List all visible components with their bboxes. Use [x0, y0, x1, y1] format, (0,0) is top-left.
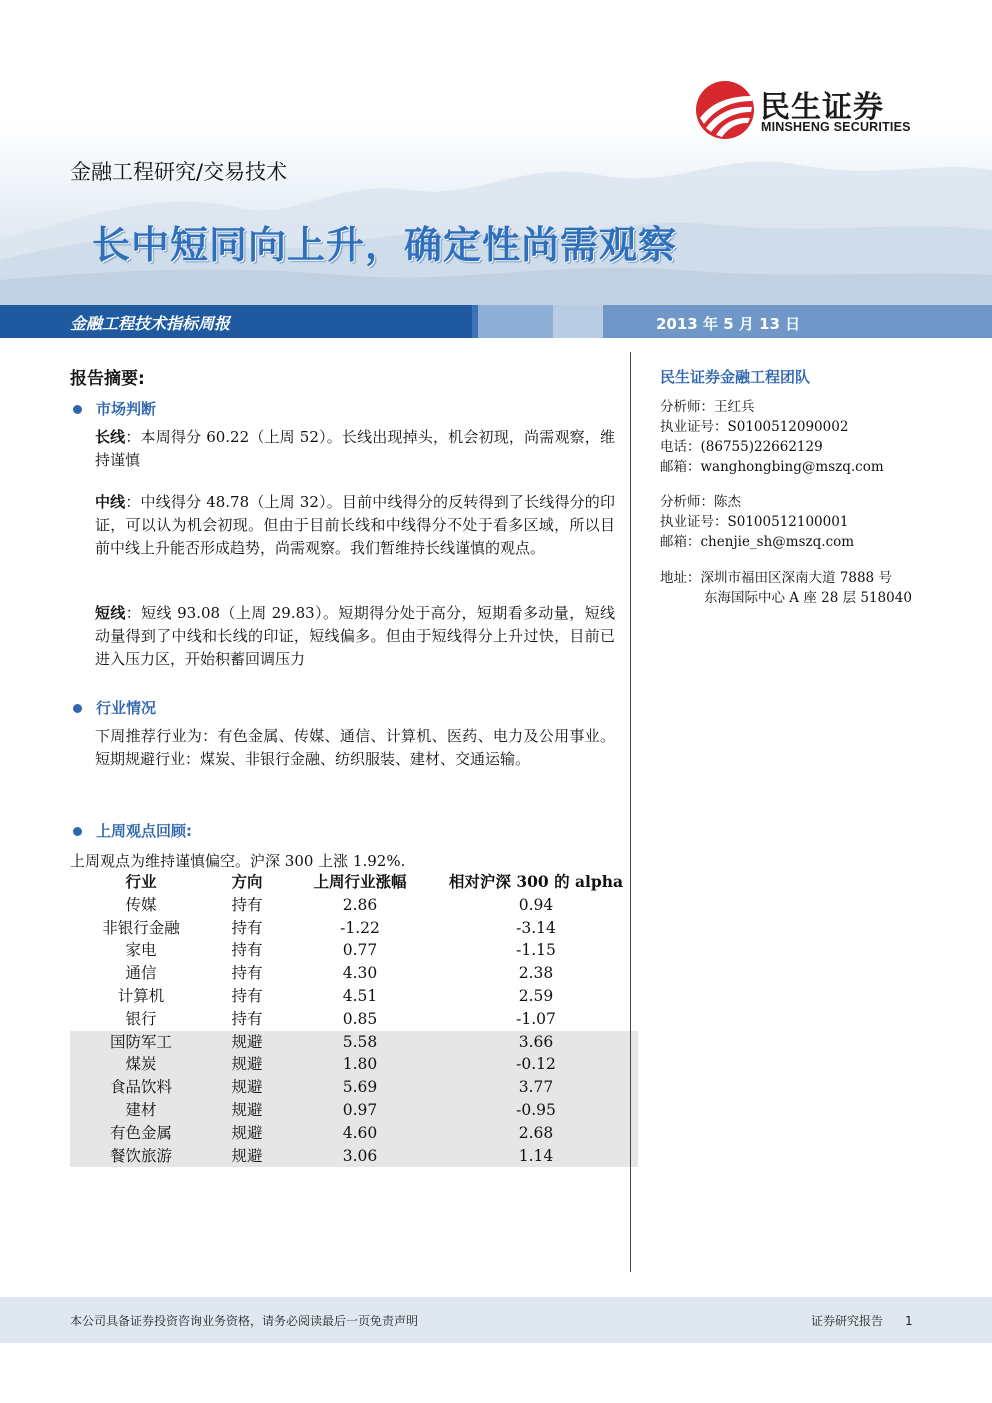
cell-direction: 持有: [231, 895, 263, 914]
cell-direction: 规避: [231, 1146, 263, 1165]
cell-industry: 银行: [125, 1009, 157, 1028]
short-term-paragraph: [95, 602, 615, 671]
bullet-icon: [73, 827, 82, 836]
mid-term-paragraph: [95, 491, 615, 560]
cell-change: 4.60: [342, 1123, 378, 1142]
cell-change: 0.77: [342, 941, 378, 960]
table-row: [70, 1053, 638, 1076]
table-header-row: [70, 871, 638, 894]
cell-change: 2.86: [342, 895, 378, 914]
team-name: 民生证券金融工程团队: [660, 368, 811, 386]
column-divider: [630, 352, 631, 1272]
logo-name-en: MINSHENG SECURITIES: [761, 120, 911, 134]
band-stripe: [553, 305, 603, 338]
analyst-1-license: 执业证号：S0100512090002: [660, 419, 849, 435]
cell-alpha: -1.15: [516, 941, 556, 960]
mountain-backdrop: [0, 120, 992, 305]
cell-alpha: -3.14: [516, 918, 556, 937]
cell-change: 5.58: [342, 1032, 378, 1051]
col-header-alpha: 相对沪深 300 的 alpha: [448, 872, 624, 891]
cell-direction: 持有: [231, 964, 263, 983]
cell-alpha: 2.59: [518, 986, 554, 1005]
report-category: 金融工程研究/交易技术: [70, 160, 288, 184]
cell-change: 4.51: [342, 986, 378, 1005]
cell-industry: 计算机: [117, 986, 165, 1005]
cell-direction: 持有: [231, 918, 263, 937]
cell-industry: 有色金属: [109, 1123, 172, 1142]
band-stripe: [478, 305, 553, 338]
analyst-2-block: [660, 492, 854, 552]
table-row: [70, 985, 638, 1008]
cell-direction: 持有: [231, 986, 263, 1005]
footer-right: [811, 1312, 913, 1329]
title-band: [0, 305, 992, 338]
cell-industry: 国防军工: [109, 1032, 172, 1051]
table-row: [70, 1031, 638, 1054]
logo-emblem-icon: [694, 80, 756, 140]
mid-text: ：中线得分 48.78（上周 32）。目前中线得分的反转得到了长线得分的印证，可以认为机会初现。但由于目前长线和中线得分不处于看多区域，所以目前中线上升能否形成趋势，尚需观察。我们暂维持长线谨慎的观点。: [95, 493, 615, 557]
industry-table: [70, 871, 638, 1167]
cell-direction: 持有: [231, 1009, 263, 1028]
analyst-2-license: 执业证号：S0100512100001: [660, 514, 849, 530]
long-term-paragraph: [95, 426, 615, 472]
cell-direction: 规避: [231, 1123, 263, 1142]
cell-change: 1.80: [342, 1055, 378, 1074]
cell-alpha: 2.68: [518, 1123, 554, 1142]
report-date: 2013 年 5 月 13 日: [656, 315, 801, 333]
cell-change: -1.22: [340, 918, 380, 937]
analyst-1-block: [660, 397, 884, 477]
address-block: [660, 568, 912, 608]
cell-industry: 通信: [125, 964, 157, 983]
section-title: 上周观点回顾:: [96, 822, 192, 840]
table-row: [70, 1145, 638, 1168]
cell-alpha: -1.07: [516, 1009, 556, 1028]
cell-direction: 规避: [231, 1055, 263, 1074]
analyst-2-name: 分析师：陈杰: [660, 494, 741, 510]
analyst-2-email[interactable]: 邮箱：chenjie_sh@mszq.com: [660, 534, 855, 550]
cell-change: 3.06: [342, 1146, 378, 1165]
cell-industry: 餐饮旅游: [109, 1146, 172, 1165]
cell-change: 0.97: [342, 1100, 378, 1119]
cell-industry: 传媒: [125, 895, 157, 914]
analyst-1-phone: 电话：(86755)22662129: [660, 439, 823, 455]
bullet-icon: [73, 704, 82, 713]
cell-industry: 煤炭: [125, 1055, 157, 1074]
cell-direction: 持有: [231, 941, 263, 960]
cell-alpha: 2.38: [518, 964, 554, 983]
page-number: 1: [905, 1314, 913, 1328]
table-row: [70, 962, 638, 985]
long-label: 长线: [95, 428, 126, 446]
report-series-title: 金融工程技术指标周报: [70, 314, 231, 333]
table-row: [70, 939, 638, 962]
table-row: [70, 1076, 638, 1099]
industry-paragraph: 下周推荐行业为：有色金属、传媒、通信、计算机、医药、电力及公用事业。短期规避行业：煤炭、非银行金融、纺织服装、建材、交通运输。: [95, 727, 615, 768]
footer-disclaimer: 本公司具备证券投资咨询业务资格，请务必阅读最后一页免责声明: [70, 1314, 419, 1328]
cell-change: 5.69: [342, 1078, 378, 1097]
cell-change: 4.30: [342, 964, 378, 983]
cell-industry: 家电: [125, 941, 157, 960]
address-line-2: 东海国际中心 A 座 28 层 518040: [704, 590, 912, 606]
company-logo: [694, 80, 919, 140]
analyst-1-name: 分析师：王红兵: [660, 399, 755, 415]
cell-alpha: 3.66: [518, 1032, 554, 1051]
table-row: [70, 894, 638, 917]
address-line-1: 地址：深圳市福田区深南大道 7888 号: [660, 570, 892, 586]
section-title: 市场判断: [96, 400, 157, 418]
footer-doc-type: 证券研究报告: [811, 1314, 884, 1328]
long-text: ：本周得分 60.22（上周 52）。长线出现掉头，机会初现，尚需观察，维持谨慎: [95, 428, 615, 469]
cell-industry: 建材: [125, 1100, 157, 1119]
mid-label: 中线: [95, 493, 126, 511]
col-header-industry: 行业: [125, 872, 157, 891]
table-row: [70, 1122, 638, 1145]
cell-alpha: -0.12: [516, 1055, 556, 1074]
summary-heading: 报告摘要:: [70, 369, 145, 389]
cell-direction: 规避: [231, 1100, 263, 1119]
analyst-1-email[interactable]: 邮箱：wanghongbing@mszq.com: [660, 459, 884, 475]
logo-name-cn: 民生证券: [760, 90, 884, 125]
cell-alpha: 0.94: [518, 895, 554, 914]
cell-direction: 规避: [231, 1078, 263, 1097]
report-headline: 长中短同向上升，确定性尚需观察: [92, 223, 678, 267]
review-summary-line: 上周观点为维持谨慎偏空。沪深 300 上涨 1.92%.: [70, 852, 406, 870]
table-row: [70, 917, 638, 940]
cell-industry: 非银行金融: [102, 918, 180, 937]
table-row: [70, 1008, 638, 1031]
col-header-change: 上周行业涨幅: [313, 872, 407, 891]
col-header-direction: 方向: [231, 872, 263, 891]
table-row: [70, 1099, 638, 1122]
cell-alpha: 1.14: [518, 1146, 554, 1165]
cell-industry: 食品饮料: [109, 1078, 172, 1097]
page-footer: [0, 1297, 992, 1343]
cell-alpha: -0.95: [516, 1100, 556, 1119]
bullet-icon: [73, 405, 82, 414]
short-text: ：短线 93.08（上周 29.83）。短期得分处于高分，短期看多动量，短线动量得到了中线和长线的印证，短线偏多。但由于短线得分上升过快，目前已进入压力区，开始积蓄回调压力: [95, 604, 615, 668]
section-title: 行业情况: [96, 699, 157, 717]
cell-direction: 规避: [231, 1032, 263, 1051]
cell-alpha: 3.77: [518, 1078, 554, 1097]
short-label: 短线: [95, 604, 126, 622]
cell-change: 0.85: [342, 1009, 378, 1028]
